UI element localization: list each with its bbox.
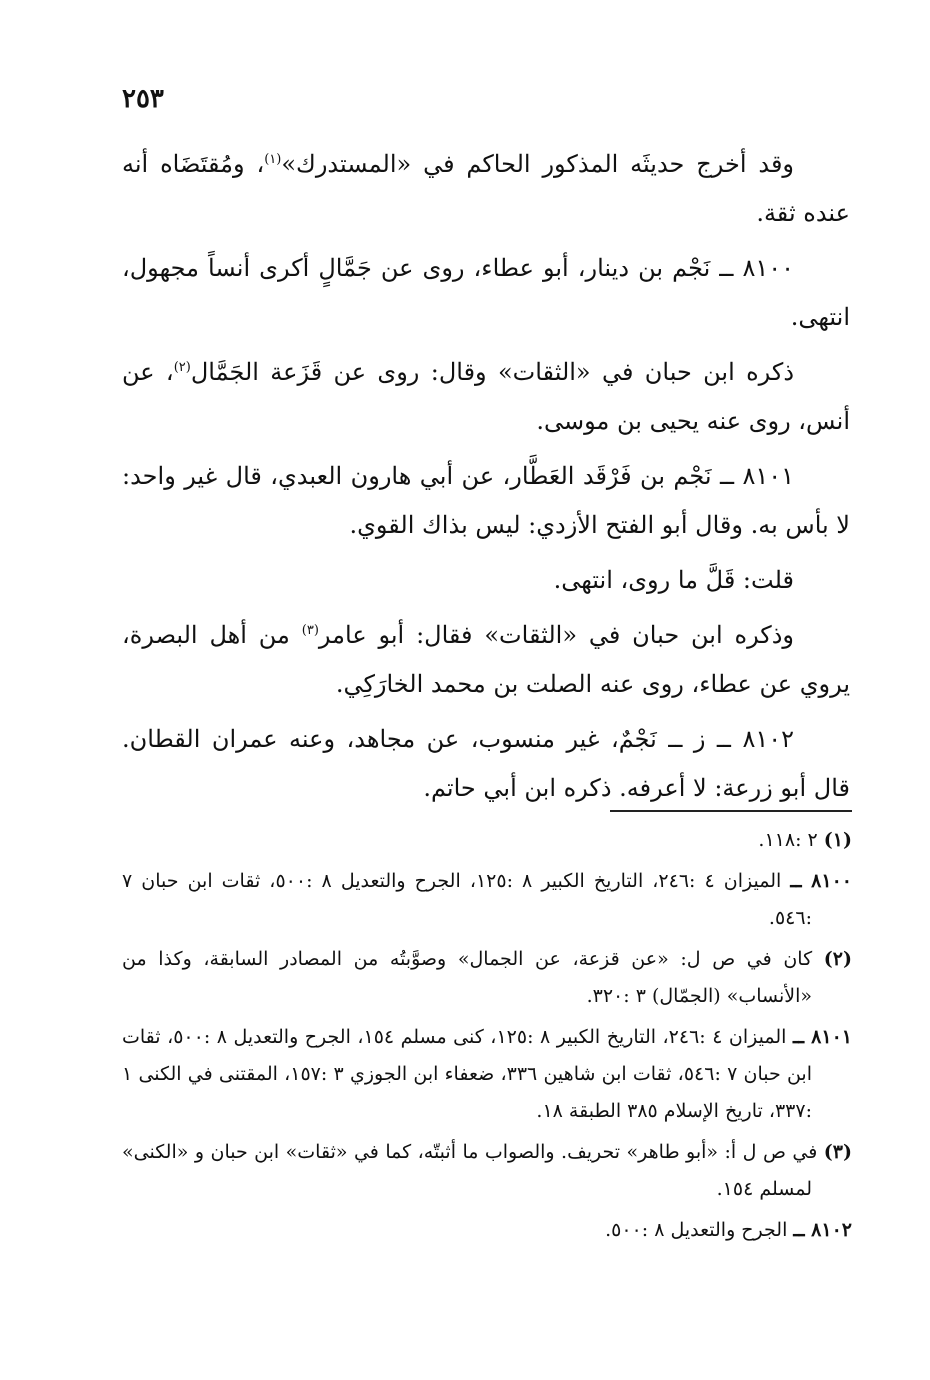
paragraph-text: وقد أخرج حديثَه المذكور الحاكم في «المستدرك» bbox=[281, 150, 795, 178]
footnote-8100 bbox=[122, 863, 852, 937]
footnote-text: الجرح والتعديل ٨ :٥٠٠. bbox=[605, 1219, 788, 1241]
footnote-text: الميزان ٤ :٢٤٦، التاريخ الكبير ٨ :١٢٥، كنى مسلم ١٥٤، الجرح والتعديل ٨ :٥٠٠، ثقات ابن حبان ٧ :٥٤٦، ثقات ابن شاهين ٣٣٦، ضعفاء ابن الجوزي ٣ :١٥٧، المقتنى في الكنى ١ :٣٣٧، تاريخ الإسلام ٣٨٥ الطبقة ١٨. bbox=[122, 1026, 812, 1122]
footnote-text: الميزان ٤ :٢٤٦، التاريخ الكبير ٨ :١٢٥، الجرح والتعديل ٨ :٥٠٠، ثقات ابن حبان ٧ :٥٤٦. bbox=[122, 870, 812, 929]
paragraph-text-cont: ، ومُقتَضَاه أنه عنده ثقة. bbox=[122, 150, 850, 227]
main-text bbox=[122, 140, 850, 819]
paragraph-6 bbox=[122, 611, 850, 709]
footnote-key: ٨١٠١ ــ bbox=[792, 1026, 852, 1048]
paragraph-text: ٨١٠٠ ــ نَجْم بن دينار، أبو عطاء، روى عن جَمَّالٍ أكرى أنساً مجهول، انتهى. bbox=[122, 254, 850, 331]
footnote-text: في ص ل أ: «أبو طاهر» تحريف. والصواب ما أثبتّه، كما في «ثقات» ابن حبان و «الكنى» لمسلم ١٥٤. bbox=[122, 1141, 818, 1200]
footnote-divider bbox=[610, 810, 852, 812]
entry-8102 bbox=[122, 715, 850, 813]
paragraph-3 bbox=[122, 348, 850, 446]
footnote-ref[interactable]: (٣) bbox=[301, 623, 319, 638]
footnote-text: ٢ :١١٨. bbox=[758, 829, 818, 851]
paragraph-text: قلت: قَلَّ ما روى، انتهى. bbox=[553, 566, 794, 594]
footnote-text: كان في ص ل: «عن قزعة، عن الجمال» وصوَّبتُه من المصادر السابقة، وكذا من «الأنساب» (الجمّال) ٣ :٣٢٠. bbox=[122, 948, 813, 1007]
entry-8100 bbox=[122, 244, 850, 342]
footnote-key: ٨١٠٢ ــ bbox=[793, 1219, 852, 1241]
footnote-key: (٣) bbox=[823, 1141, 852, 1163]
footnote-3 bbox=[122, 1134, 852, 1208]
footnotes bbox=[122, 822, 852, 1253]
footnote-2 bbox=[122, 941, 852, 1015]
footnote-key: (٢) bbox=[823, 948, 852, 970]
footnote-8102 bbox=[122, 1212, 852, 1249]
footnote-key: (١) bbox=[823, 829, 852, 851]
paragraph-text: ذكره ابن حبان في «الثقات» وقال: روى عن قَزَعة الجَمَّال bbox=[190, 358, 795, 386]
entry-8101 bbox=[122, 452, 850, 550]
paragraph-text: ٨١٠٢ ــ ز ــ نَجْمٌ، غير منسوب، عن مجاهد، وعنه عمران القطان. قال أبو زرعة: لا أعرفه. ذكره ابن أبي حاتم. bbox=[122, 725, 850, 802]
paragraph-text-cont: من أهل البصرة، يروي عن عطاء، روى عنه الصلت بن محمد الخارَكِي. bbox=[122, 621, 850, 698]
footnote-key: ٨١٠٠ ــ bbox=[790, 870, 852, 892]
paragraph-text-cont: ، عن أنس، روى عنه يحيى بن موسى. bbox=[122, 358, 850, 435]
paragraph-text: ٨١٠١ ــ نَجْم بن فَرْقَد العَطَّار، عن أبي هارون العبدي، قال غير واحد: لا بأس به. وقال أبو الفتح الأزدي: ليس بذاك القوي. bbox=[122, 462, 850, 539]
paragraph-1 bbox=[122, 140, 850, 238]
footnote-ref[interactable]: (١) bbox=[264, 152, 282, 167]
paragraph-text: وذكره ابن حبان في «الثقات» فقال: أبو عامر bbox=[318, 621, 795, 649]
footnote-1 bbox=[122, 822, 852, 859]
paragraph-5 bbox=[122, 556, 850, 605]
footnote-8101 bbox=[122, 1019, 852, 1130]
footnote-ref[interactable]: (٢) bbox=[173, 360, 191, 375]
page-number: ٢٥٣ bbox=[122, 84, 164, 114]
